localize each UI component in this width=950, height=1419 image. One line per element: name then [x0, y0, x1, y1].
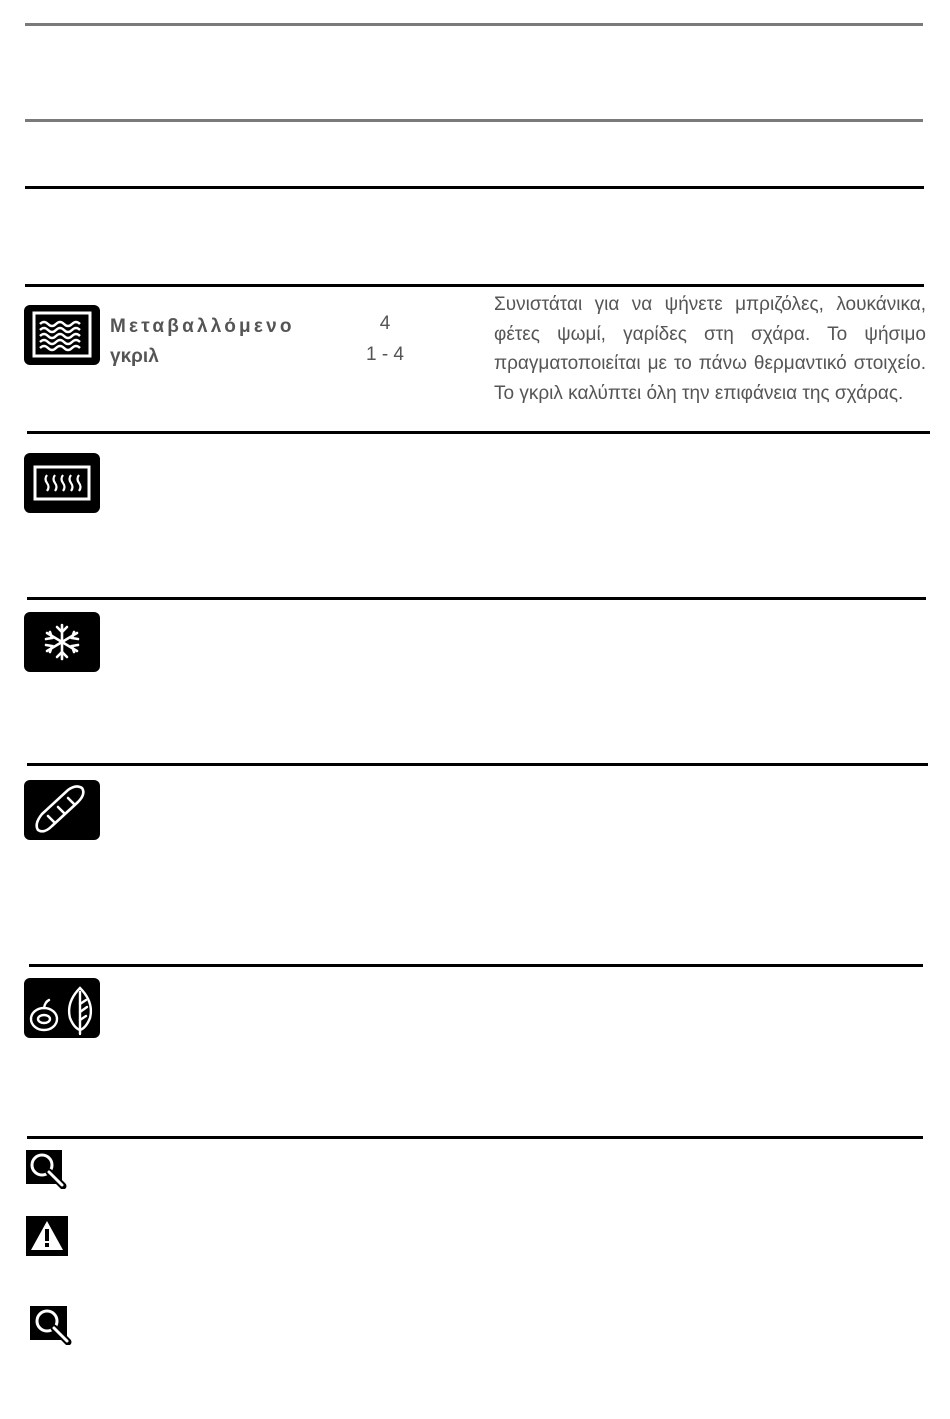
notes-divider: [27, 1136, 923, 1139]
mode-name: [110, 312, 295, 372]
bread-baguette-icon: [24, 780, 100, 840]
magnifier-info-icon: [25, 1149, 67, 1189]
variable-grill-icon: [24, 305, 100, 365]
row-divider: [27, 431, 930, 434]
level-default: 4: [379, 313, 391, 334]
defrost-snowflake-icon: [24, 612, 100, 672]
row-divider: [25, 284, 924, 287]
header-bottom-rule: [25, 119, 923, 122]
mode-name-line-2: γκριλ: [110, 346, 159, 367]
eco-apple-leaf-icon: [24, 978, 100, 1038]
magnifier-info-icon: [29, 1305, 73, 1345]
row-divider: [27, 763, 928, 766]
table-header-rule: [25, 186, 924, 189]
warning-triangle-icon: [26, 1216, 68, 1256]
mode-description: [494, 290, 926, 408]
row-divider: [27, 597, 926, 600]
row-divider: [29, 964, 923, 967]
description-line: Συνιστάται για να ψήνετε μπριζόλες, λουκάνικα,: [494, 294, 926, 315]
mode-name-line-1: Μεταβαλλόμενο: [110, 316, 295, 337]
description-line: φέτες ψωμί, γαρίδες στη σχάρα. Το ψήσιμο: [494, 323, 926, 345]
description-line: πραγματοποιείται με το πάνω θερμαντικό στοιχείο.: [494, 353, 926, 374]
description-line: Το γκριλ καλύπτει όλη την επιφάνεια της σχάρας.: [494, 382, 904, 404]
level-range: 1 - 4: [365, 344, 405, 365]
keep-warm-icon: [24, 453, 100, 513]
top-header-rule: [25, 23, 923, 26]
